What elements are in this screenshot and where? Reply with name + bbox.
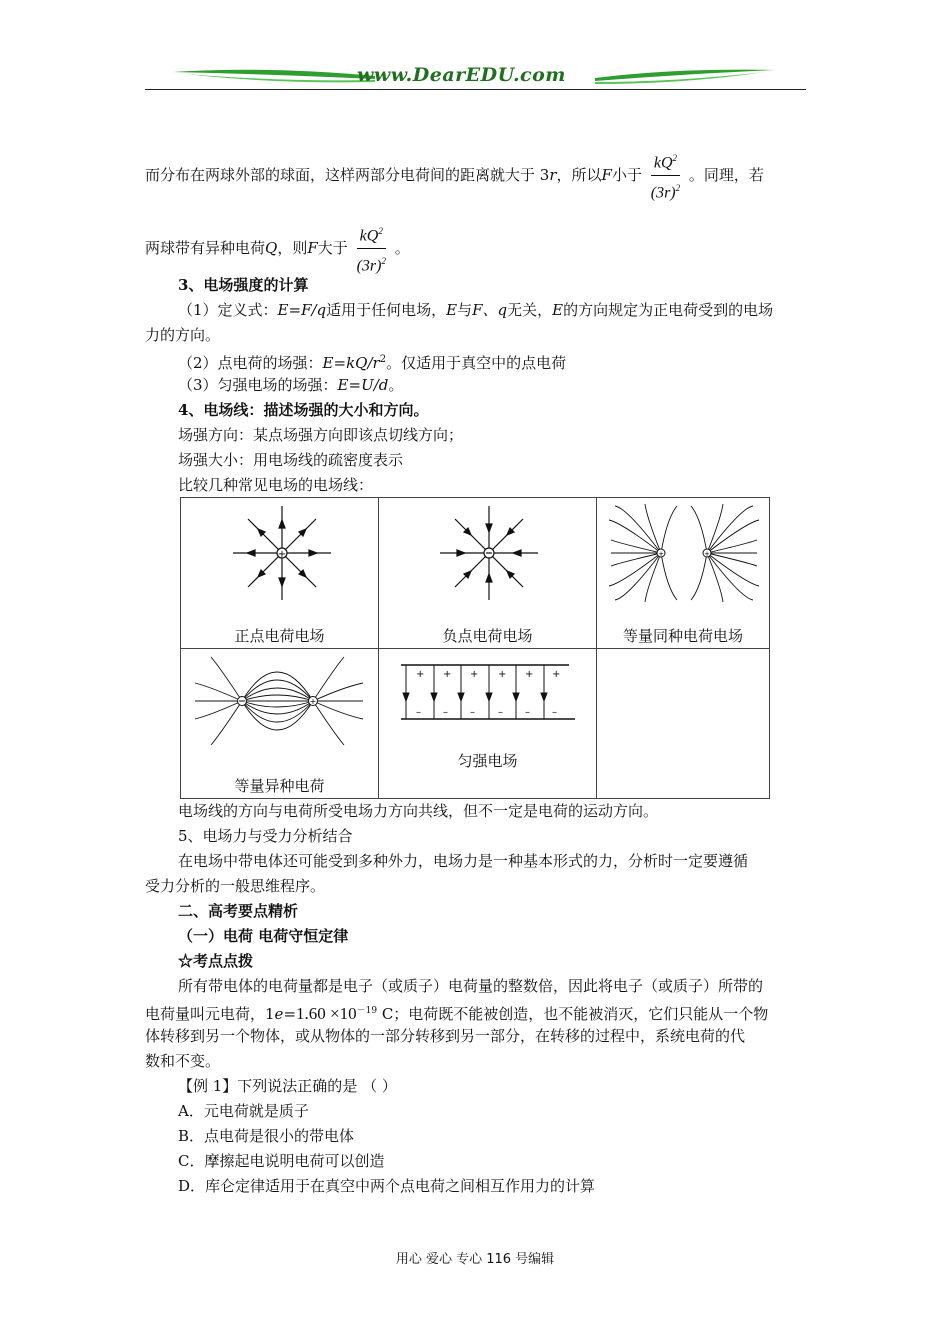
header-rule — [145, 89, 806, 90]
field-direction-line: 场强方向：某点场强方向即该点切线方向； — [178, 426, 464, 444]
cell-positive-charge — [180, 497, 379, 649]
para-2: 两球带有异种电荷Q，则F大于 $\frac{kQ^2}{(3r)^2}$ 。 — [145, 220, 410, 278]
like-charges-diagram — [597, 498, 771, 618]
section-5-title: 5、电场力与受力分析结合 — [178, 827, 353, 845]
uniform-field-diagram — [379, 649, 598, 739]
svg-text:–: – — [470, 707, 475, 718]
field-line-note: 电场线的方向与电荷所受电场力方向共线，但不一定是电荷的运动方向。 — [178, 802, 659, 820]
positive-charge-diagram — [181, 498, 380, 618]
option-b: B．点电荷是很小的带电体 — [178, 1127, 355, 1145]
svg-text:–: – — [498, 707, 503, 718]
section-5-text-1: 在电场中带电体还可能受到多种外力，电场力是一种基本形式的力，分析时一定要遵循 — [178, 852, 749, 870]
definition-cont: 力的方向。 — [145, 326, 221, 344]
field-lines-table — [180, 497, 770, 799]
key-points-heading: ☆考点点拨 — [178, 952, 254, 970]
subsection-1-title: （一）电荷 电荷守恒定律 — [178, 927, 349, 945]
cell-negative-charge — [378, 497, 597, 649]
section-5-text-2: 受力分析的一般思维程序。 — [145, 877, 326, 895]
field-strength-line: 场强大小：用电场线的疏密度表示 — [178, 451, 404, 469]
caption-opposite-charges: 等量异种电荷 — [234, 777, 325, 795]
svg-text:+: + — [470, 669, 479, 680]
option-d: D．库仑定律适用于在真空中两个点电荷之间相互作用力的计算 — [178, 1177, 596, 1195]
cell-opposite-charges — [180, 648, 379, 799]
svg-text:–: – — [525, 707, 530, 718]
charge-text-3: 体转移到另一个物体，或从物体的一部分转移到另一部分，在转移的过程中，系统电荷的代 — [145, 1027, 746, 1045]
svg-text:+: + — [498, 669, 507, 680]
caption-negative-charge: 负点电荷电场 — [442, 627, 533, 645]
svg-text:+: + — [658, 550, 664, 558]
svg-text:+: + — [277, 549, 287, 560]
compare-line: 比较几种常见电场的电场线： — [178, 476, 374, 494]
point-charge-line: （2）点电荷的场强：$E=kQ/r^2$。仅适用于真空中的点电荷 — [178, 354, 567, 372]
definition-line: （1）定义式：E=F/q适用于任何电场，E与F、q无关，E的方向规定为正电荷受到的电场 — [178, 301, 774, 319]
cell-empty — [596, 648, 770, 799]
part-2-title: 二、高考要点精析 — [178, 902, 299, 920]
svg-text:+: + — [525, 669, 534, 680]
negative-charge-diagram — [379, 498, 598, 618]
caption-uniform-field: 匀强电场 — [457, 752, 518, 770]
cell-uniform-field — [378, 648, 597, 799]
svg-text:–: – — [416, 707, 421, 718]
example-1-stem: 【例 1】下列说法正确的是 （ ） — [178, 1077, 397, 1095]
opposite-charges-diagram — [181, 649, 380, 774]
fraction-kq2-3r2: $\frac{kQ^2}{(3r)^2}$ — [357, 220, 386, 278]
option-c: C．摩擦起电说明电荷可以创造 — [178, 1152, 385, 1170]
charge-text-1: 所有带电体的电荷量都是电子（或质子）电荷量的整数倍，因此将电子（或质子）所带的 — [178, 977, 764, 995]
section-3-title: 3、电场强度的计算 — [178, 276, 309, 294]
svg-text:+: + — [704, 550, 710, 558]
svg-text:–: – — [443, 707, 448, 718]
svg-text:+: + — [552, 669, 561, 680]
page-footer: 用心 爱心 专心 116 号编辑 — [395, 1252, 555, 1267]
fraction-kq2-3r2: $\frac{kQ^2}{(3r)^2}$ — [651, 147, 680, 205]
uniform-field-line: （3）匀强电场的场强：E=U/d。 — [178, 376, 404, 394]
svg-text:+: + — [443, 669, 452, 680]
svg-text:+: + — [309, 697, 317, 706]
svg-text:–: – — [552, 707, 557, 718]
caption-positive-charge: 正点电荷电场 — [234, 627, 325, 645]
section-4-title: 4、电场线：描述场强的大小和方向。 — [178, 401, 429, 419]
charge-text-4: 数和不变。 — [145, 1052, 221, 1070]
svg-text:+: + — [416, 669, 425, 680]
option-a: A．元电荷就是质子 — [178, 1102, 309, 1120]
para-1: 而分布在两球外部的球面，这样两部分电荷间的距离就大于 3r，所以F小于 $\frac{kQ^2}{(3r)^2}$ 。同理，若 — [145, 147, 764, 205]
cell-like-charges — [596, 497, 770, 649]
header-logo-text: www.DearEDU.com — [357, 64, 566, 86]
charge-text-2: 电荷量叫元电荷，$1e=1.60 \times 10^{-19}$ C；电荷既不能被创造，也不能被消灭，它们只能从一个物 — [145, 1004, 769, 1023]
caption-like-charges: 等量同种电荷电场 — [622, 627, 743, 645]
